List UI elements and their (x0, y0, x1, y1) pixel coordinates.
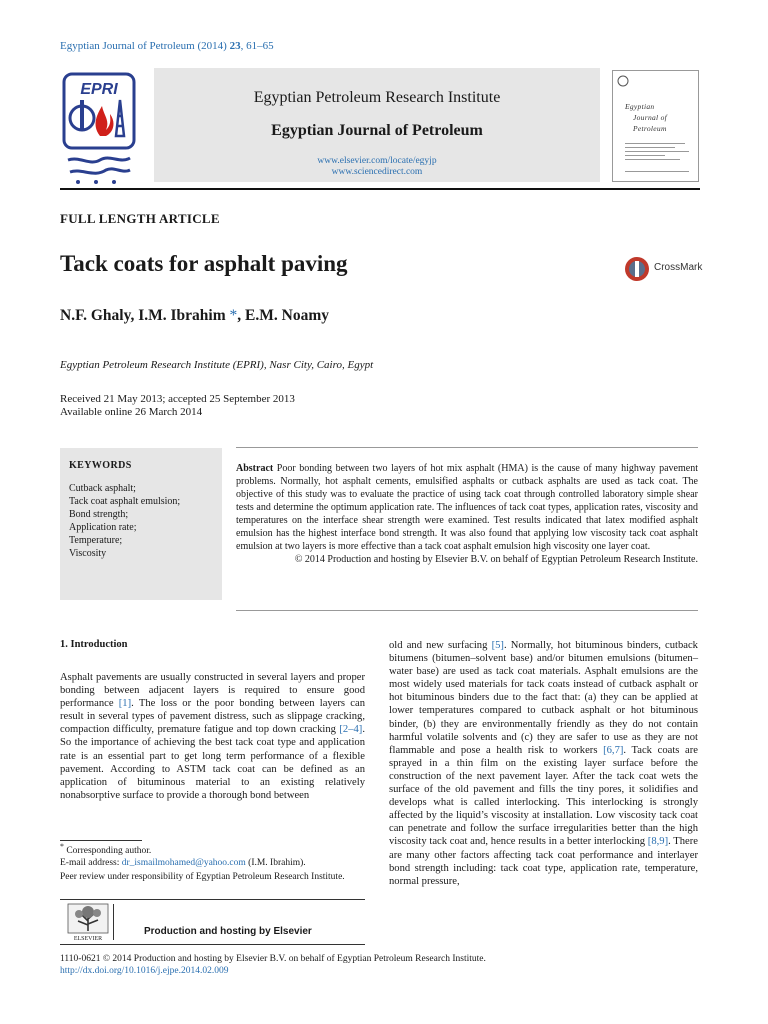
article-type: FULL LENGTH ARTICLE (60, 211, 220, 226)
doi-link[interactable]: http://dx.doi.org/10.1016/j.ejpe.2014.02.009 (60, 966, 229, 976)
body-text: . The loss or the poor bonding between layers can result in several types of pavement distress, such as slippage cracking, compaction difficulty, premature fatigue and top down cracking (60, 698, 366, 736)
keywords-heading: KEYWORDS (69, 460, 132, 471)
journal-citation: Egyptian Journal of Petroleum (2014) 23, 61–65 (60, 40, 274, 52)
issn-copyright: 1110-0621 © 2014 Production and hosting by Elsevier B.V. on behalf of Egyptian Petroleum Research Institute. (60, 954, 486, 964)
keyword-item: Bond strength; (69, 509, 129, 520)
reference-link[interactable]: [5] (491, 640, 504, 651)
reference-link[interactable]: [2–4] (339, 724, 363, 736)
body-column-right (389, 639, 698, 888)
keyword-item: Temperature; (69, 535, 123, 546)
crossmark-icon (624, 256, 650, 282)
abstract-text: Poor bonding between two layers of hot mix asphalt (HMA) is the cause of many highway pavement problems. Normally, hot asphalt cements, emulsified asphalts or cutback asphalts are used as tack coat. The objective of this study was to evaluate the practice of using tack coat through controlled laboratory simple shear tests and determine the optimum application rate. The influences of tack coat types, application rates, viscosity and temperatures on the interface shear strength were examined. Test results indicated that latex modified asphalt emulsion has the highest interface bond strength. It was also found that applying low viscosity tack coat asphalt emulsion at two layers is more effective than a tack coat asphalt emulsion high viscosity one layer coat. (236, 463, 698, 552)
journal-url-link[interactable]: www.elsevier.com/locate/egyjp (317, 156, 437, 166)
elsevier-hosting-box (60, 899, 365, 945)
keywords-list (69, 482, 180, 560)
body-text: old and new surfacing (389, 640, 492, 651)
abstract-bottom-rule (236, 610, 698, 611)
body-text: . Tack coats are sprayed in a thin film on the existing layer surface before the construction of the next pavement layer. After the tack coat wets the surface of the old pavement and fills the tiny pores, it solidifies and develops what is called interlocking. This interlocking is strongly affected by the liquid’s viscosity at installation. Low viscosity tack coat can penetrate and follow the surface irregularities better than the high viscosity tack coat and, hence results in a better interlocking (389, 744, 698, 848)
cover-emblem-icon (616, 74, 630, 88)
keyword-item: Application rate; (69, 522, 137, 533)
sciencedirect-url-link[interactable]: www.sciencedirect.com (331, 167, 423, 177)
article-dates: Received 21 May 2013; accepted 25 September 2013 Available online 26 March 2014 (60, 393, 295, 418)
body-text: Asphalt pavements are usually constructed in several layers and proper bonding between adjacent layers is required to ensure good performance (60, 672, 365, 710)
elsevier-tree-logo (66, 903, 110, 941)
institute-name: Egyptian Petroleum Research Institute (253, 89, 501, 106)
keywords-box (60, 448, 222, 600)
reference-link[interactable]: [8,9] (647, 836, 669, 848)
logo-lettering: EPRI (80, 81, 118, 98)
footnote: * Corresponding author. E-mail address: dr_ismailmohamed@yahoo.com (I.M. Ibrahim). Peer review under responsibility of Egyptian Petroleum Research Institute. (60, 842, 345, 883)
reference-link[interactable]: [1] (118, 698, 132, 710)
elsevier-hosting-text: Production and hosting by Elsevier (144, 926, 312, 937)
affiliation: Egyptian Petroleum Research Institute (EPRI), Nasr City, Cairo, Egypt (60, 359, 374, 371)
body-text: . So the importance of achieving the best tack coat type and application rate is an essential part to get long term performance of a flexible pavement. According to ASTM tack coat can be defined as an application of bituminous material to an existing relatively nonabsorptive surface to provide a thorough bond between (60, 724, 365, 801)
journal-name: Egyptian Journal of Petroleum (271, 122, 483, 139)
body-column-left (60, 671, 365, 802)
abstract-label: Abstract (236, 463, 274, 474)
epri-logo (60, 70, 138, 186)
reference-link[interactable]: [6,7] (603, 744, 624, 756)
header-rule (60, 188, 700, 190)
article-title: Tack coats for asphalt paving (60, 251, 348, 276)
elsevier-wordmark: ELSEVIER (73, 936, 103, 941)
body-text: . Normally, hot bituminous binders, cutback bitumens (bitumen–solvent base) and/or bitumen emulsions (bitumen–water base) are used as tack coat materials. Asphalt emulsions are the most widely used materials for tack coats instead of cutback asphalt or hot bituminous binders due to the fact that: (a) they can be applied at lower temperatures compared to cutback asphalt or hot bituminous binder, (b) they are environmentally friendly as they do not contain harmful volatile solvents and (c) they are safer to use as they are not flammable and pose a health risk to workers (389, 640, 698, 756)
author-list: N.F. Ghaly, I.M. Ibrahim *, E.M. Noamy (60, 307, 329, 324)
page-footer (60, 953, 486, 977)
section-heading-introduction: 1. Introduction (60, 639, 128, 650)
abstract-copyright: © 2014 Production and hosting by Elsevier B.V. on behalf of Egyptian Petroleum Research Institute. (294, 554, 698, 565)
keyword-item: Viscosity (69, 548, 107, 559)
corresponding-author-link[interactable]: * (229, 307, 238, 324)
body-text: . There are many other factors affecting tack coat performance and interlayer bond strength including: tack coat type, application rate, temperature, normal pressure, (389, 836, 698, 887)
crossmark-label: CrossMark (654, 262, 703, 273)
abstract-top-rule (236, 447, 698, 448)
journal-masthead (154, 68, 600, 182)
author-email-link[interactable]: dr_ismailmohamed@yahoo.com (121, 858, 246, 869)
keyword-item: Tack coat asphalt emulsion; (69, 496, 181, 507)
keyword-item: Cutback asphalt; (69, 483, 136, 494)
abstract (236, 462, 698, 566)
journal-cover-thumbnail (612, 70, 699, 182)
cover-title: Egyptian Journal of Petroleum (625, 102, 668, 133)
